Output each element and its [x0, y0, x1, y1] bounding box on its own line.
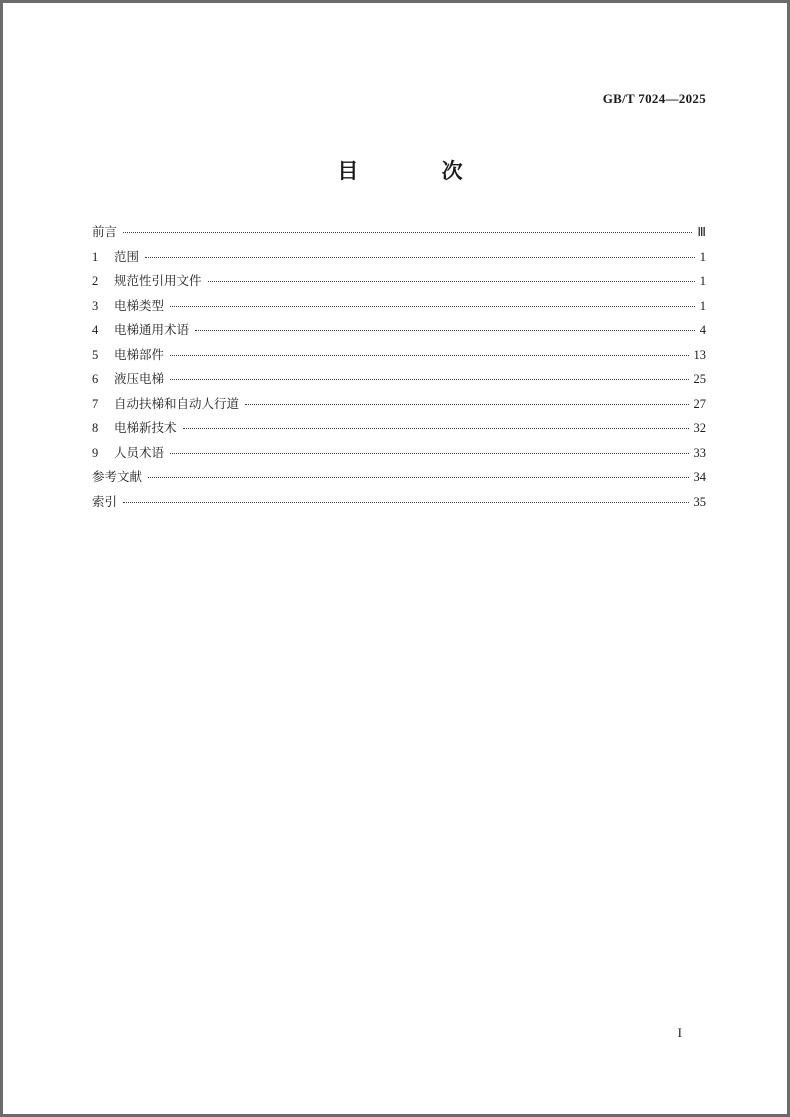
toc-entry-bibliography[interactable]	[92, 468, 706, 493]
toc-title: 目 次	[337, 159, 501, 183]
toc-entry-foreword[interactable]	[92, 223, 706, 248]
toc-entry-page: 35	[693, 494, 706, 509]
standard-code: GB/T 7024—2025	[602, 91, 706, 106]
toc-entry-label: 液压电梯	[114, 371, 165, 386]
toc-leader-dots	[195, 330, 695, 331]
toc-entry-5[interactable]	[92, 346, 706, 371]
toc-entry-number: 5	[92, 347, 99, 362]
page-number: I	[677, 1025, 682, 1040]
toc-entry-index[interactable]	[92, 493, 706, 518]
toc-entry-3[interactable]	[92, 297, 706, 322]
toc-entry-9[interactable]	[92, 444, 706, 469]
toc-entry-label: 电梯部件	[114, 346, 165, 362]
toc-entry-2[interactable]	[92, 272, 706, 297]
table-of-contents	[92, 223, 706, 517]
toc-entry-6[interactable]	[92, 370, 706, 395]
toc-entry-page: 27	[693, 396, 706, 411]
toc-entry-number: 8	[92, 421, 99, 435]
toc-entry-page: 13	[693, 347, 706, 362]
toc-entry-label: 电梯新技术	[114, 420, 177, 435]
toc-entry-label: 索引	[92, 493, 118, 509]
toc-leader-dots	[183, 428, 689, 429]
toc-entry-page: 4	[699, 323, 706, 337]
toc-entry-number: 1	[92, 249, 99, 264]
toc-leader-dots	[123, 232, 692, 233]
toc-entry-page: 34	[693, 470, 706, 484]
toc-entry-label: 规范性引用文件	[114, 273, 202, 288]
toc-entry-number: 6	[92, 372, 99, 386]
toc-entry-label: 范围	[114, 248, 140, 264]
toc-entry-page: 33	[693, 445, 706, 460]
toc-leader-dots	[123, 502, 688, 503]
toc-entry-number: 7	[92, 396, 99, 411]
toc-leader-dots	[148, 477, 688, 478]
toc-entry-page: 25	[693, 372, 706, 386]
toc-entry-number: 9	[92, 445, 99, 460]
toc-leader-dots	[170, 453, 688, 454]
toc-entry-4[interactable]	[92, 321, 706, 346]
toc-entry-page: 1	[699, 249, 706, 264]
toc-leader-dots	[145, 257, 695, 258]
toc-entry-7[interactable]	[92, 395, 706, 420]
toc-leader-dots	[170, 379, 688, 380]
toc-entry-label: 前言	[92, 224, 118, 239]
toc-entry-label: 电梯通用术语	[114, 322, 190, 337]
toc-entry-page: 1	[699, 298, 706, 313]
toc-entry-label: 自动扶梯和自动人行道	[114, 395, 240, 411]
toc-entry-1[interactable]	[92, 248, 706, 273]
toc-entry-label: 人员术语	[114, 444, 165, 460]
toc-entry-number: 3	[92, 298, 99, 313]
toc-leader-dots	[208, 281, 695, 282]
toc-entry-label: 参考文献	[92, 469, 143, 484]
toc-leader-dots	[245, 404, 688, 405]
toc-entry-page: 32	[693, 421, 706, 435]
toc-leader-dots	[170, 355, 688, 356]
toc-leader-dots	[170, 306, 695, 307]
toc-entry-label: 电梯类型	[114, 297, 165, 313]
toc-entry-8[interactable]	[92, 419, 706, 444]
toc-entry-page: Ⅲ	[697, 225, 706, 239]
toc-entry-page: 1	[699, 274, 706, 288]
toc-entry-number: 2	[92, 274, 99, 288]
toc-entry-number: 4	[92, 323, 99, 337]
